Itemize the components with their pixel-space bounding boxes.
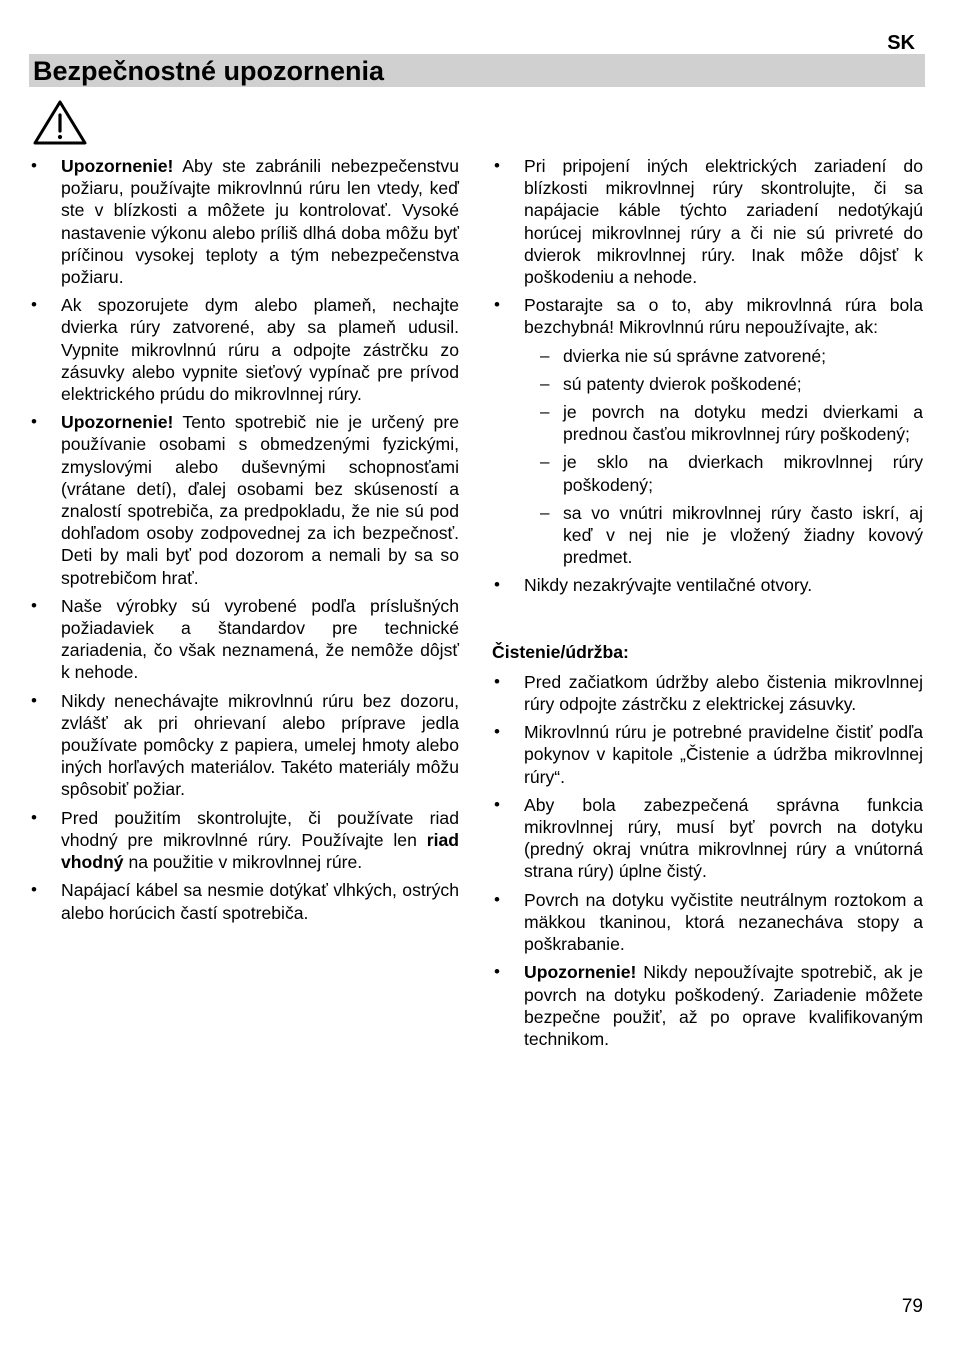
safety-list-left xyxy=(29,155,459,924)
list-item xyxy=(492,794,923,883)
sub-list-item xyxy=(492,345,923,367)
list-item xyxy=(492,574,923,596)
cleaning-heading: Čistenie/údržba: xyxy=(492,641,629,662)
item-text: je povrch na dotyku medzi dvierkami a prednou časťou mikrovlnnej rúry poškodený; xyxy=(563,402,923,445)
warning-triangle-icon xyxy=(32,98,88,147)
left-column xyxy=(29,155,459,930)
item-text: Nikdy nenechávajte mikrovlnnú rúru bez dozoru, zvlášť ak pri ohrievaní alebo príprave jedla používate pomôcky z papiera, umelej hmoty alebo iných horľavých materiálov. Takéto materiály môžu spôsobiť požiar. xyxy=(61,690,459,800)
item-text: Aby bola zabezpečená správna funkcia mikrovlnnej rúry, musí byť povrch na dotyku (predný okraj vnútra mikrovlnnej rúry a vnútorná strana rúry) úplne čistý. xyxy=(524,794,923,882)
list-item xyxy=(29,807,459,874)
list-item xyxy=(29,155,459,288)
item-text: dvierka nie sú správne zatvorené; xyxy=(563,345,827,366)
item-text: Pred začiatkom údržby alebo čistenia mikrovlnnej rúry odpojte zástrčku z elektrickej zásuvky. xyxy=(524,671,923,715)
list-item xyxy=(492,294,923,338)
list-item xyxy=(29,879,459,923)
page-title: Bezpečnostné upozornenia xyxy=(33,56,385,86)
item-text: sú patenty dvierok poškodené; xyxy=(563,373,802,394)
list-item xyxy=(29,294,459,405)
item-text: Ak spozorujete dym alebo plameň, nechajte dvierka rúry zatvorené, aby sa plameň udusil. Vypnite mikrovlnnú rúru a odpojte zástrčku zo zásuvky alebo vypnite sieťový vypínač pre prívod elektrického prúdu do mikrovlnnej rúry. xyxy=(61,295,459,405)
warning-lead: Upozornenie! xyxy=(524,962,637,983)
list-item xyxy=(492,721,923,788)
warning-lead: Upozornenie! xyxy=(61,412,174,433)
item-text: Postarajte sa o to, aby mikrovlnná rúra bola bezchybná! Mikrovlnnú rúru nepoužívajte, ak: xyxy=(524,295,923,338)
list-item xyxy=(29,411,459,589)
item-text: Pri pripojení iných elektrických zariadení do blízkosti mikrovlnnej rúry skontrolujte, či sa napájacie káble týchto zariadení nedotýkajú horúcej mikrovlnnej rúry a či nie sú privreté do dvierok mikrovlnnej rúry. Inak môže dôjsť k poškodeniu a nehode. xyxy=(524,156,923,288)
list-item xyxy=(492,889,923,956)
list-item xyxy=(492,961,923,1050)
sub-list-item xyxy=(492,502,923,569)
item-text: Nikdy nezakrývajte ventilačné otvory. xyxy=(524,575,813,596)
cleaning-list xyxy=(492,671,923,1050)
page-number: 79 xyxy=(901,1296,923,1317)
item-text: sa vo vnútri mikrovlnnej rúry často iskrí, aj keď v nej nie je vložený žiadny kovový predmet. xyxy=(563,502,923,568)
list-item xyxy=(492,155,923,288)
item-text: Aby ste zabránili nebezpečenstvu požiaru, používajte mikrovlnnú rúru len vtedy, keď ste v blízkosti a môžete ju kontrolovať. Vysoké nastavenie výkonu alebo príliš dlhá doba môžu byť príčinou vysokej teploty a tým nebezpečenstva požiaru. xyxy=(61,156,459,288)
right-column xyxy=(492,155,923,1056)
list-item xyxy=(492,671,923,715)
list-item xyxy=(29,690,459,801)
sub-list-item xyxy=(492,451,923,495)
item-text: Tento spotrebič nie je určený pre používanie osobami s obmedzenými fyzickými, zmyslovými alebo duševnými schopnosťami (vrátane detí), ďalej osobami bez skúseností a znalostí spotrebiča, za predpokladu, že nie sú pod dohľadom osoby zodpovednej za ich bezpečnosť. Deti by mali byť pod dozorom a nemali by sa so spotrebičom hrať. xyxy=(61,412,459,588)
sub-list-item xyxy=(492,401,923,445)
item-text: Pred použitím skontrolujte, či používate riad vhodný pre mikrovlnné rúry. Používajte len xyxy=(61,807,459,850)
item-text: Povrch na dotyku vyčistite neutrálnym roztokom a mäkkou tkaninou, ktorá nezanecháva stopy a poškrabanie. xyxy=(524,889,923,955)
item-text: Napájací kábel sa nesmie dotýkať vlhkých, ostrých alebo horúcich častí spotrebiča. xyxy=(61,880,459,923)
item-text: je sklo na dvierkach mikrovlnnej rúry poškodený; xyxy=(563,452,923,495)
warning-lead: Upozornenie! xyxy=(61,156,174,176)
sub-list-item xyxy=(492,373,923,395)
item-text: Nikdy nepoužívajte spotrebič, ak je povrch na dotyku poškodený. Zariadenie môžete bezpečne použiť, až po oprave kvalifikovaným technikom. xyxy=(524,962,923,1049)
safety-list-right xyxy=(492,155,923,597)
item-text-tail: na použitie v mikrovlnnej rúre. xyxy=(123,852,363,873)
language-code: SK xyxy=(887,32,915,54)
list-item xyxy=(29,595,459,684)
item-bold-text: riad vhodný xyxy=(61,829,459,873)
item-text: Naše výrobky sú vyrobené podľa príslušných požiadaviek a štandardov pre technické zariadenia, čo však neznamená, že nemôže dôjsť k nehode. xyxy=(61,595,459,683)
item-text: Mikrovlnnú rúru je potrebné pravidelne čistiť podľa pokynov v kapitole „Čistenie a údržba mikrovlnnej rúry“. xyxy=(524,722,923,787)
